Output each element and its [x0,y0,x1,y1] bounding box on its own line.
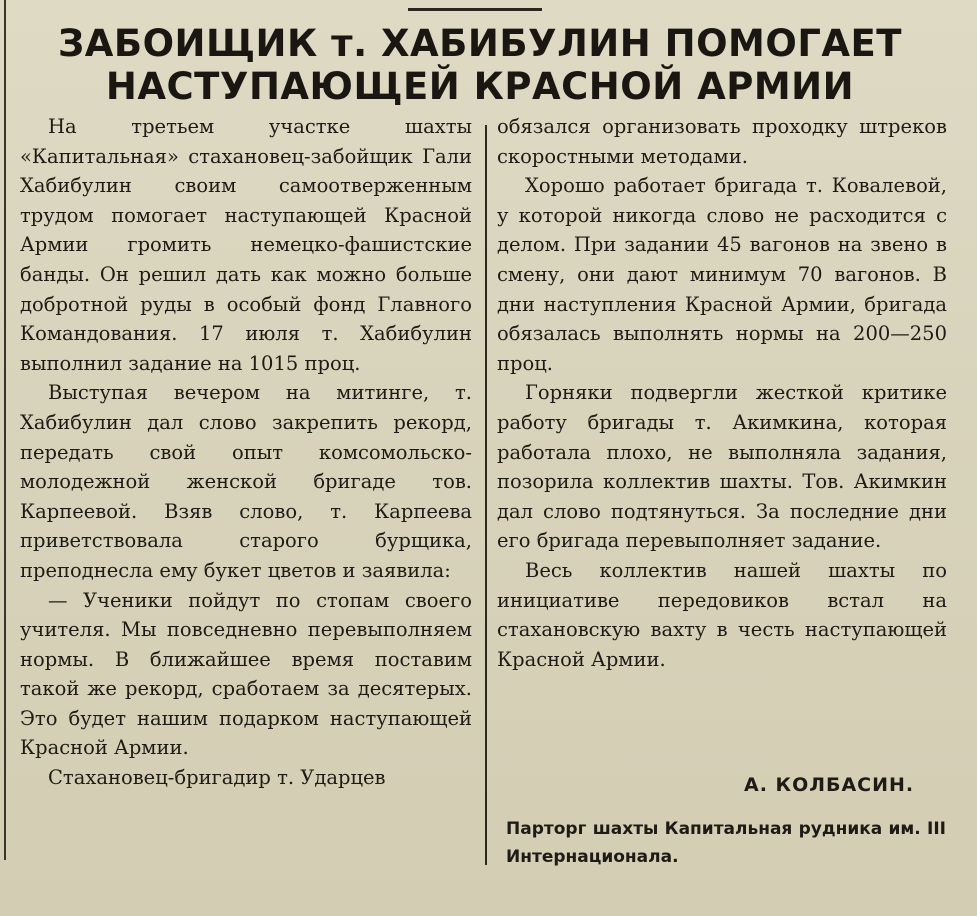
paragraph-4-continued: обязался организовать проходку штреков скоростными методами. [497,115,947,168]
paragraph-3-quote: — Ученики пойдут по стопам своего учителя. Мы повседневно перевыполняем нормы. В ближайшее время поставим такой же рекорд, сработаем за десятерых. Это будет нашим подарком наступающей Красной Армии. [20,588,472,760]
right-column [497,112,947,674]
left-column [20,112,472,793]
left-border-rule [4,0,6,860]
paragraph-2: Выступая вечером на митинге, т. Хабибулин дал слово закрепить рекорд, передать свой опыт комсомольско-молодежной женской бригаде тов. Карпеевой. Взяв слово, т. Карпеева приветствовала старого бурщика, преподнесла ему букет цветов и заявила: [20,381,472,582]
paragraph-1: На третьем участке шахты «Капитальная» стахановец-забойщик Гали Хабибулин своим самоотверженным трудом помогает наступающей Красной Армии громить немецко-фашистские банды. Он решил дать как можно больше добротной руды в особый фонд Главного Командования. 17 июля т. Хабибулин выполнил задание на 1015 проц. [20,115,472,375]
headline [40,22,920,108]
paragraph-4: Стахановец-бригадир т. Ударцев [48,766,386,790]
headline-line-1: ЗАБОИЩИК т. ХАБИБУЛИН ПОМОГАЕТ [57,22,903,65]
column-divider [485,125,487,865]
paragraph-6: Горняки подвергли жесткой критике работу бригады т. Акимкина, которая работала плохо, не выполняла задания, позорила коллектив шахты. Тов. Акимкин дал слово подтянуться. За последние дни его бригада перевыполняет задание. [497,381,947,553]
author-signature: А. КОЛБАСИН. [744,774,915,796]
top-rule [408,8,542,11]
paragraph-7: Весь коллектив нашей шахты по инициативе передовиков встал на стахановскую вахту в честь наступающей Красной Армии. [497,558,947,671]
headline-line-2: НАСТУПАЮЩЕЙ КРАСНОЙ АРМИИ [105,65,855,108]
paragraph-5: Хорошо работает бригада т. Ковалевой, у которой никогда слово не расходится с делом. При задании 45 вагонов на звено в смену, они дают минимум 70 вагонов. В дни наступления Красной Армии, бригада обязалась выполнять нормы на 200—250 проц. [497,174,947,375]
author-title: Парторг шахты Капитальная рудника им. III Интернационала. [506,819,946,867]
